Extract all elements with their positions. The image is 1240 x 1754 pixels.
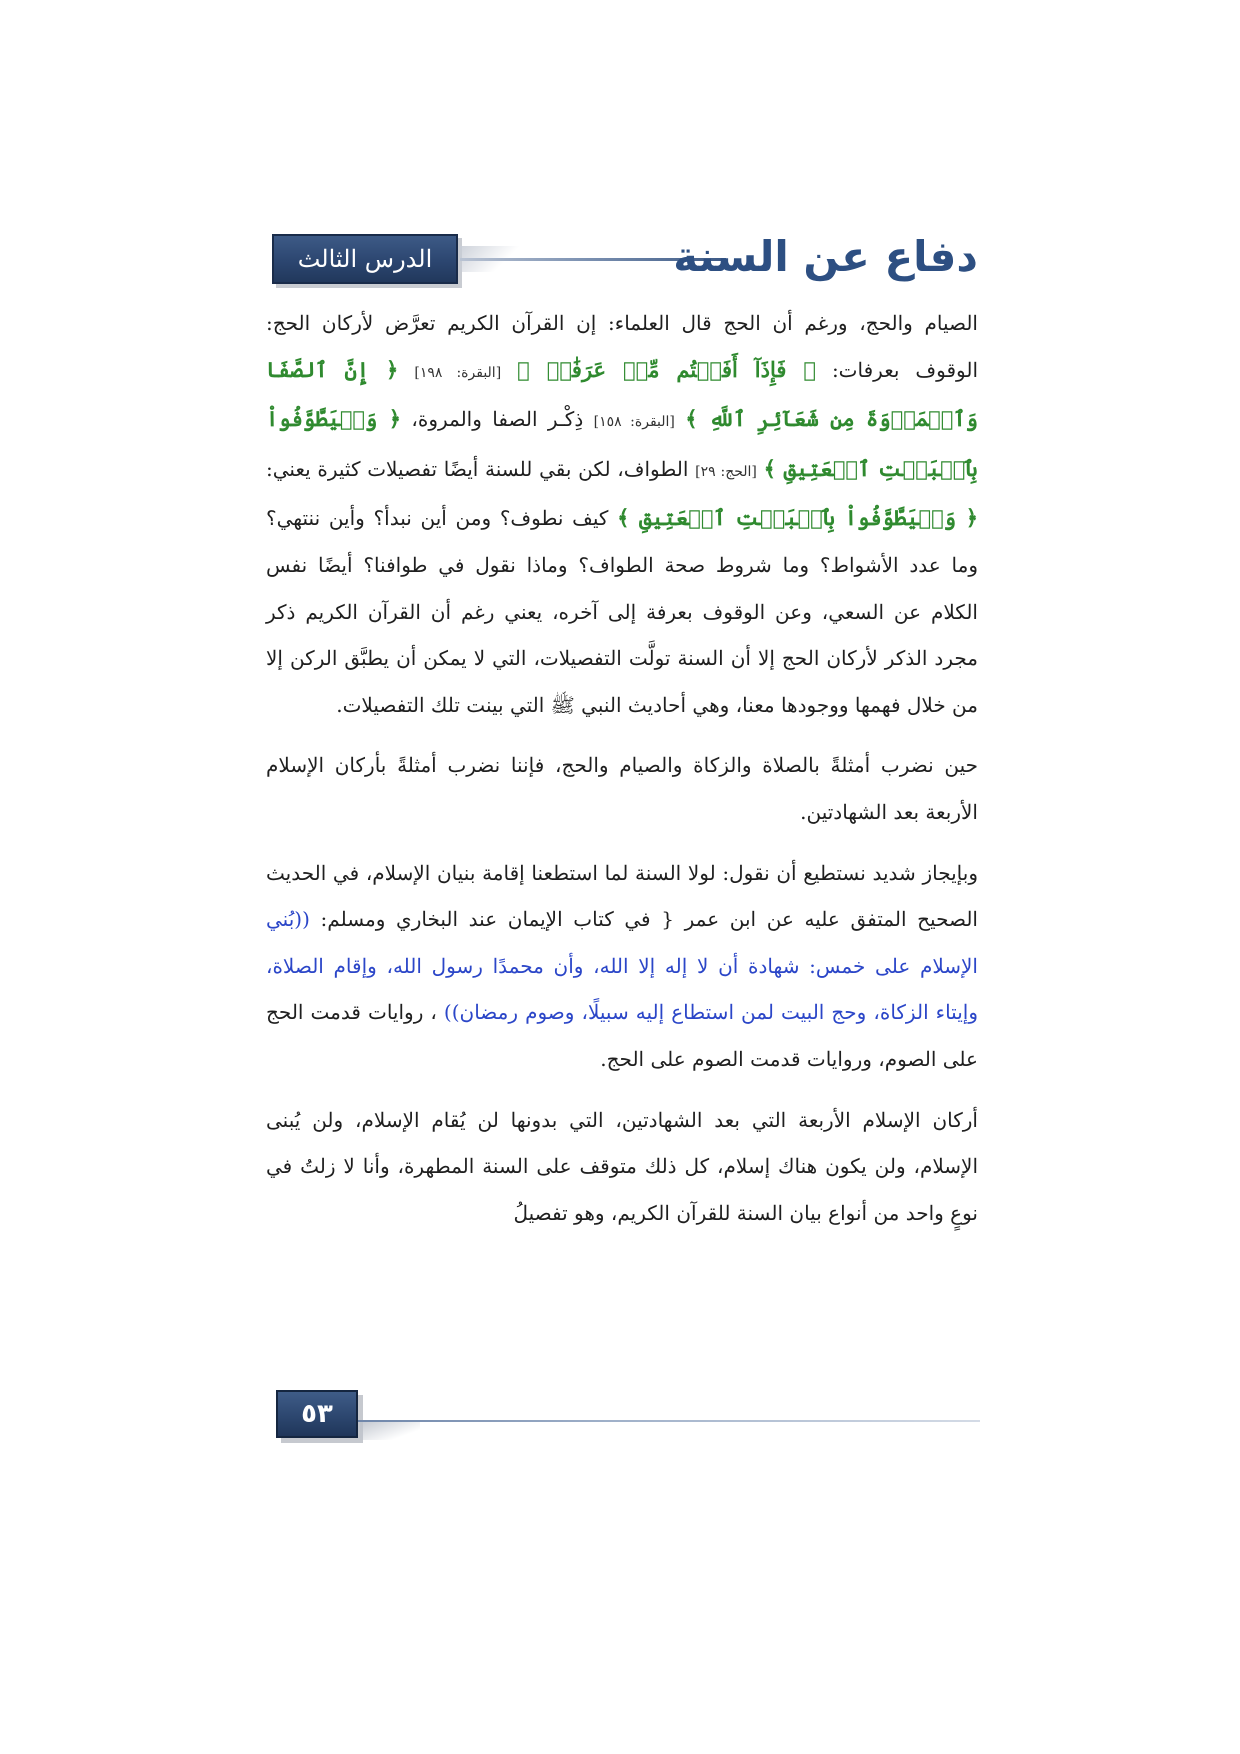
paragraph-text: الصيام والحج، ورغم أن الحج قال العلماء: إن القرآن الكريم تعرَّض لأركان الحج: الوقوف بعرفات:: [266, 311, 979, 382]
quran-verse: ﴿ وَلۡيَطَّوَّفُواْ بِٱلۡبَيۡتِ ٱلۡعَتِيقِ ﴾: [617, 505, 979, 531]
lesson-badge: [272, 234, 458, 284]
lesson-label: الدرس الثالث: [297, 245, 433, 273]
paragraph-examples: حين نضرب أمثلةً بالصلاة والزكاة والصيام والحج، فإننا نضرب أمثلةً بأركان الإسلام الأربعة بعد الشهادتين.: [266, 753, 978, 824]
paragraph-pillars: أركان الإسلام الأربعة التي بعد الشهادتين، التي بدونها لن يُقام الإسلام، ولن يُبنى الإسلام، ولن يكون هناك إسلام، كل ذلك متوقف على السنة المطهرة، وأنا لا زلتُ في نوعٍ واحد من أنواع بيان السنة للقرآن الكريم، وهو تفصيلُ: [266, 1107, 978, 1225]
paragraph-hadith: [266, 850, 978, 1083]
hadith-text: ((بُني الإسلام على خمس: شهادة أن لا إله إلا الله، وأن محمدًا رسول الله، وإقام الصلاة، وإيتاء الزكاة، وحج البيت لمن استطاع إليه سبيلًا، وصوم رمضان)): [266, 907, 978, 1025]
verse-reference: [البقرة: ١٩٨]: [414, 364, 502, 381]
book-title: دفاع عن السنة: [673, 232, 978, 281]
quran-verse: ﴿ وَلۡيَطَّوَّفُواْ بِٱلۡبَيۡتِ ٱلۡعَتِيقِ ﴾: [266, 406, 978, 481]
footer-rule-shadow: [360, 1422, 420, 1440]
paragraph-text: ، روايات قدمت الحج على الصوم، وروايات قدمت الصوم على الحج.: [266, 1000, 978, 1071]
paragraph-text: الطواف، لكن بقي للسنة أيضًا تفصيلات كثيرة يعني:: [266, 456, 689, 481]
page-footer: [276, 1390, 980, 1450]
paragraph-text: كيف نطوف؟ ومن أين نبدأ؟ وأين ننتهي؟ وما عدد الأشواط؟ وما شروط صحة الطواف؟ وماذا نقول في طوافنا؟ أيضًا نفس الكلام عن السعي، وعن الوقوف بعرفة إلى آخره، يعني رغم أن القرآن الكريم ذكر مجرد الذكر لأركان الحج إلا أن السنة تولَّت التفصيلات، التي لا يمكن أن يطبَّق الركن إلا من خلال فهمها ووجودها معنا، وهي أحاديث النبي ﷺ التي بينت تلك التفصيلات.: [266, 506, 978, 717]
verse-reference: [البقرة: ١٥٨]: [593, 414, 675, 431]
paragraph-text: ذِكْـر الصفا والمروة،: [401, 407, 584, 432]
page-number: ٥٣: [276, 1390, 358, 1438]
page-header: [272, 222, 978, 292]
paragraph-text: وبإيجاز شديد نستطيع أن نقول: لولا السنة لما استطعنا إقامة بنيان الإسلام، في الحديث الصحيح المتفق عليه عن ابن عمر { في كتاب الإيمان عند البخاري ومسلم:: [266, 860, 978, 932]
paragraph-hajj: [266, 300, 978, 728]
verse-reference: [الحج: ٢٩]: [695, 463, 757, 480]
quran-verse: ﴿ فَإِذَآ أَفَضۡتُم مِّنۡ عَرَفَٰتٖ ﴾: [517, 356, 816, 382]
footer-divider: [358, 1420, 980, 1422]
page-body: [266, 300, 978, 1236]
quran-verse: ﴿ إِنَّ ٱلصَّفَا وَٱلۡمَرۡوَةَ مِن شَعَآئِرِ ٱللَّهِ ﴾: [266, 356, 978, 432]
